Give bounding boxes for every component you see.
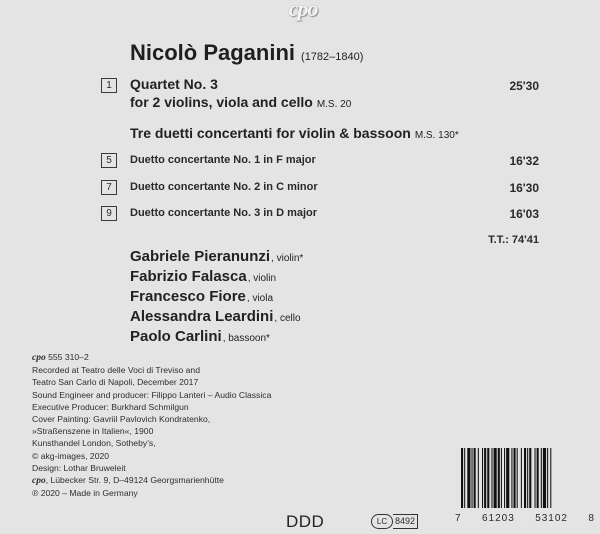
barcode-first: 7: [455, 513, 462, 524]
barcode-bar: [474, 448, 476, 508]
barcode-bar: [506, 448, 509, 508]
barcode-bar: [498, 448, 500, 508]
barcode-bar: [529, 448, 531, 508]
tre-duetti-ms: M.S. 130*: [414, 130, 459, 141]
barcode-bar: [535, 448, 536, 508]
catalog-line: [32, 351, 271, 364]
track-number: 7: [101, 180, 117, 195]
barcode-bar: [547, 448, 548, 508]
artist-instrument: , violin: [247, 273, 277, 284]
barcode-bar: [504, 448, 505, 508]
artist-instrument: , violin*: [271, 253, 304, 264]
barcode-bar: [478, 448, 479, 508]
artist-name: Francesco Fiore: [130, 288, 246, 305]
barcode-right: 53102: [535, 513, 568, 524]
barcode-bars: [455, 448, 595, 512]
barcode-bar: [487, 448, 489, 508]
barcode-bar: [501, 448, 502, 508]
credit-line: Recorded at Teatro delle Voci di Treviso and: [32, 365, 200, 376]
track-number: 1: [101, 78, 117, 93]
tre-duetti-title: [130, 125, 459, 141]
duetto-duration: 16'30: [509, 181, 539, 195]
credit-line: © akg-images, 2020: [32, 450, 110, 461]
composer-name: Nicolò Paganini: [130, 40, 296, 65]
barcode-bar: [514, 448, 516, 508]
artist-line: [130, 288, 273, 305]
barcode-bar: [550, 448, 551, 508]
barcode-bar: [491, 448, 492, 508]
barcode-bar: [541, 448, 542, 508]
barcode-bar: [461, 448, 463, 508]
quartet-duration: 25'30: [509, 79, 539, 93]
barcode-bar: [484, 448, 486, 508]
barcode-bar: [482, 448, 483, 508]
composer-years: (1782–1840): [301, 51, 364, 63]
artist-name: Alessandra Leardini: [130, 308, 274, 325]
artist-name: Fabrizio Falasca: [130, 268, 247, 285]
artist-instrument: , cello: [274, 313, 301, 324]
barcode-bar: [494, 448, 497, 508]
brand: cpo: [32, 353, 46, 363]
artist-line: [130, 268, 276, 285]
quartet-instrumentation: for 2 violins, viola and cello: [130, 94, 313, 110]
barcode-bar: [511, 448, 512, 508]
lc-number: 8492: [393, 514, 418, 529]
barcode-last: 8: [588, 513, 595, 524]
artist-line: [130, 328, 270, 345]
track-number: 9: [101, 206, 117, 221]
artist-instrument: , viola: [246, 293, 274, 304]
quartet-title: Quartet No. 3: [130, 76, 218, 92]
tre-duetti-name: Tre duetti concertanti for violin & bassoon: [130, 125, 411, 141]
lc-label: LC: [371, 514, 393, 529]
barcode-bar: [527, 448, 528, 508]
credit-line: »Straßenszene in Italien«, 1900: [32, 426, 154, 437]
total-time: T.T.: 74'41: [488, 234, 539, 246]
barcode-bar: [464, 448, 465, 508]
duetto-duration: 16'32: [509, 154, 539, 168]
artist-name: Paolo Carlini: [130, 328, 222, 345]
credits-block: [32, 351, 271, 499]
duetto-title: Duetto concertante No. 2 in C minor: [130, 181, 318, 193]
credit-line: Kunsthandel London, Sotheby’s,: [32, 438, 156, 449]
address: , Lübecker Str. 9, D–49124 Georgsmarienhütte: [45, 475, 224, 486]
address-line: [32, 474, 271, 487]
artist-instrument: , bassoon*: [222, 333, 270, 344]
copyright-line: ℗ 2020 – Made in Germany: [32, 488, 138, 499]
quartet-subtitle: [130, 94, 351, 110]
credit-line: Design: Lothar Bruweleit: [32, 462, 126, 473]
credit-line: Executive Producer: Burkhard Schmilgun: [32, 401, 189, 412]
barcode-bar: [543, 448, 546, 508]
barcode-bar: [521, 448, 522, 508]
barcode-bar: [517, 448, 518, 508]
label-code: [371, 514, 418, 529]
duetto-duration: 16'03: [509, 207, 539, 221]
ddd-mark: DDD: [286, 512, 325, 531]
duetto-title: Duetto concertante No. 1 in F major: [130, 154, 316, 166]
barcode-bar: [537, 448, 539, 508]
barcode-bar: [524, 448, 526, 508]
barcode-digits: [455, 513, 595, 524]
barcode-bar: [467, 448, 470, 508]
cpo-logo: cpo: [288, 0, 318, 21]
barcode-left: 61203: [481, 513, 515, 524]
duetto-title: Duetto concertante No. 3 in D major: [130, 207, 318, 219]
composer-heading: [130, 40, 363, 66]
credit-line: Teatro San Carlo di Napoli, December 2017: [32, 377, 199, 388]
artist-line: [130, 248, 303, 265]
artist-line: [130, 308, 301, 325]
brand: cpo: [32, 476, 46, 487]
credit-line: Sound Engineer and producer: Filippo Lanteri – Audio Classica: [32, 389, 272, 400]
credit-line: Cover Painting: Gavriil Pavlovich Kondratenko,: [32, 414, 211, 425]
barcode-bar: [472, 448, 473, 508]
catalog-number: 555 310–2: [48, 352, 89, 362]
track-number: 5: [101, 153, 117, 168]
quartet-ms: M.S. 20: [316, 99, 352, 110]
artist-name: Gabriele Pieranunzi: [130, 248, 271, 265]
